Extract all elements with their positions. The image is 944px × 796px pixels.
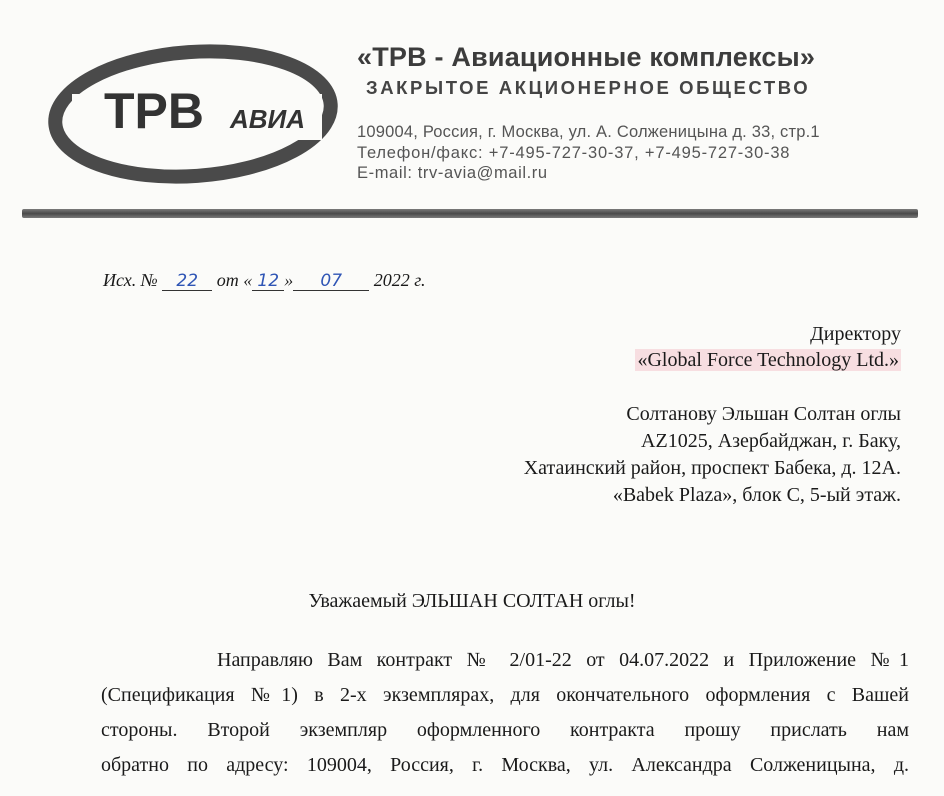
ref-day-close: »: [284, 270, 294, 290]
company-address: 109004, Россия, г. Москва, ул. А. Солженицына д. 33, стр.1: [357, 123, 820, 141]
ref-from-label: от «: [216, 270, 253, 290]
ref-month: 07: [293, 272, 369, 291]
ref-year: 2022 г.: [373, 270, 426, 290]
addressee-name: Солтанову Эльшан Солтан оглы: [626, 403, 901, 425]
company-type: ЗАКРЫТОЕ АКЦИОНЕРНОЕ ОБЩЕСТВО: [366, 77, 811, 98]
addressee-title: Директору: [810, 323, 901, 345]
company-email: E-mail: trv-avia@mail.ru: [357, 164, 548, 182]
body-line: Направляю Вам контракт № 2/01-22 от 04.07.2022 и Приложение №1: [217, 649, 909, 671]
addressee-company: «Global Force Technology Ltd.»: [637, 349, 899, 371]
company-phone: Телефон/факс: +7-495-727-30-37, +7-495-727-30-38: [357, 144, 791, 162]
body-line: (Спецификация №1) в 2-х экземплярах, для окончательного оформления с Вашей: [101, 684, 909, 706]
ref-number: 22: [162, 272, 212, 291]
body-line: обратно по адресу: 109004, Россия, г. Москва, ул. Александра Солженицына, д.: [101, 754, 909, 776]
ref-day: 12: [252, 272, 284, 291]
logo-main-text: ТРВ: [104, 83, 204, 139]
addressee-address-line3: «Babek Plaza», блок С, 5-ый этаж.: [612, 484, 901, 506]
greeting: Уважаемый ЭЛЬШАН СОЛТАН оглы!: [308, 590, 636, 612]
body-line: стороны. Второй экземпляр оформленного контракта прошу прислать нам: [101, 719, 909, 741]
ref-prefix: Исх. №: [103, 270, 158, 290]
header-divider: [22, 209, 918, 218]
letter-body: [101, 643, 909, 783]
company-logo: [42, 32, 344, 196]
company-name: «ТРВ - Авиационные комплексы»: [357, 42, 816, 72]
outgoing-reference: [103, 270, 426, 291]
logo-sub-text: АВИА: [230, 104, 306, 134]
addressee-address-line1: AZ1025, Азербайджан, г. Баку,: [641, 430, 901, 452]
addressee-address-line2: Хатаинский район, проспект Бабека, д. 12А.: [523, 457, 901, 479]
